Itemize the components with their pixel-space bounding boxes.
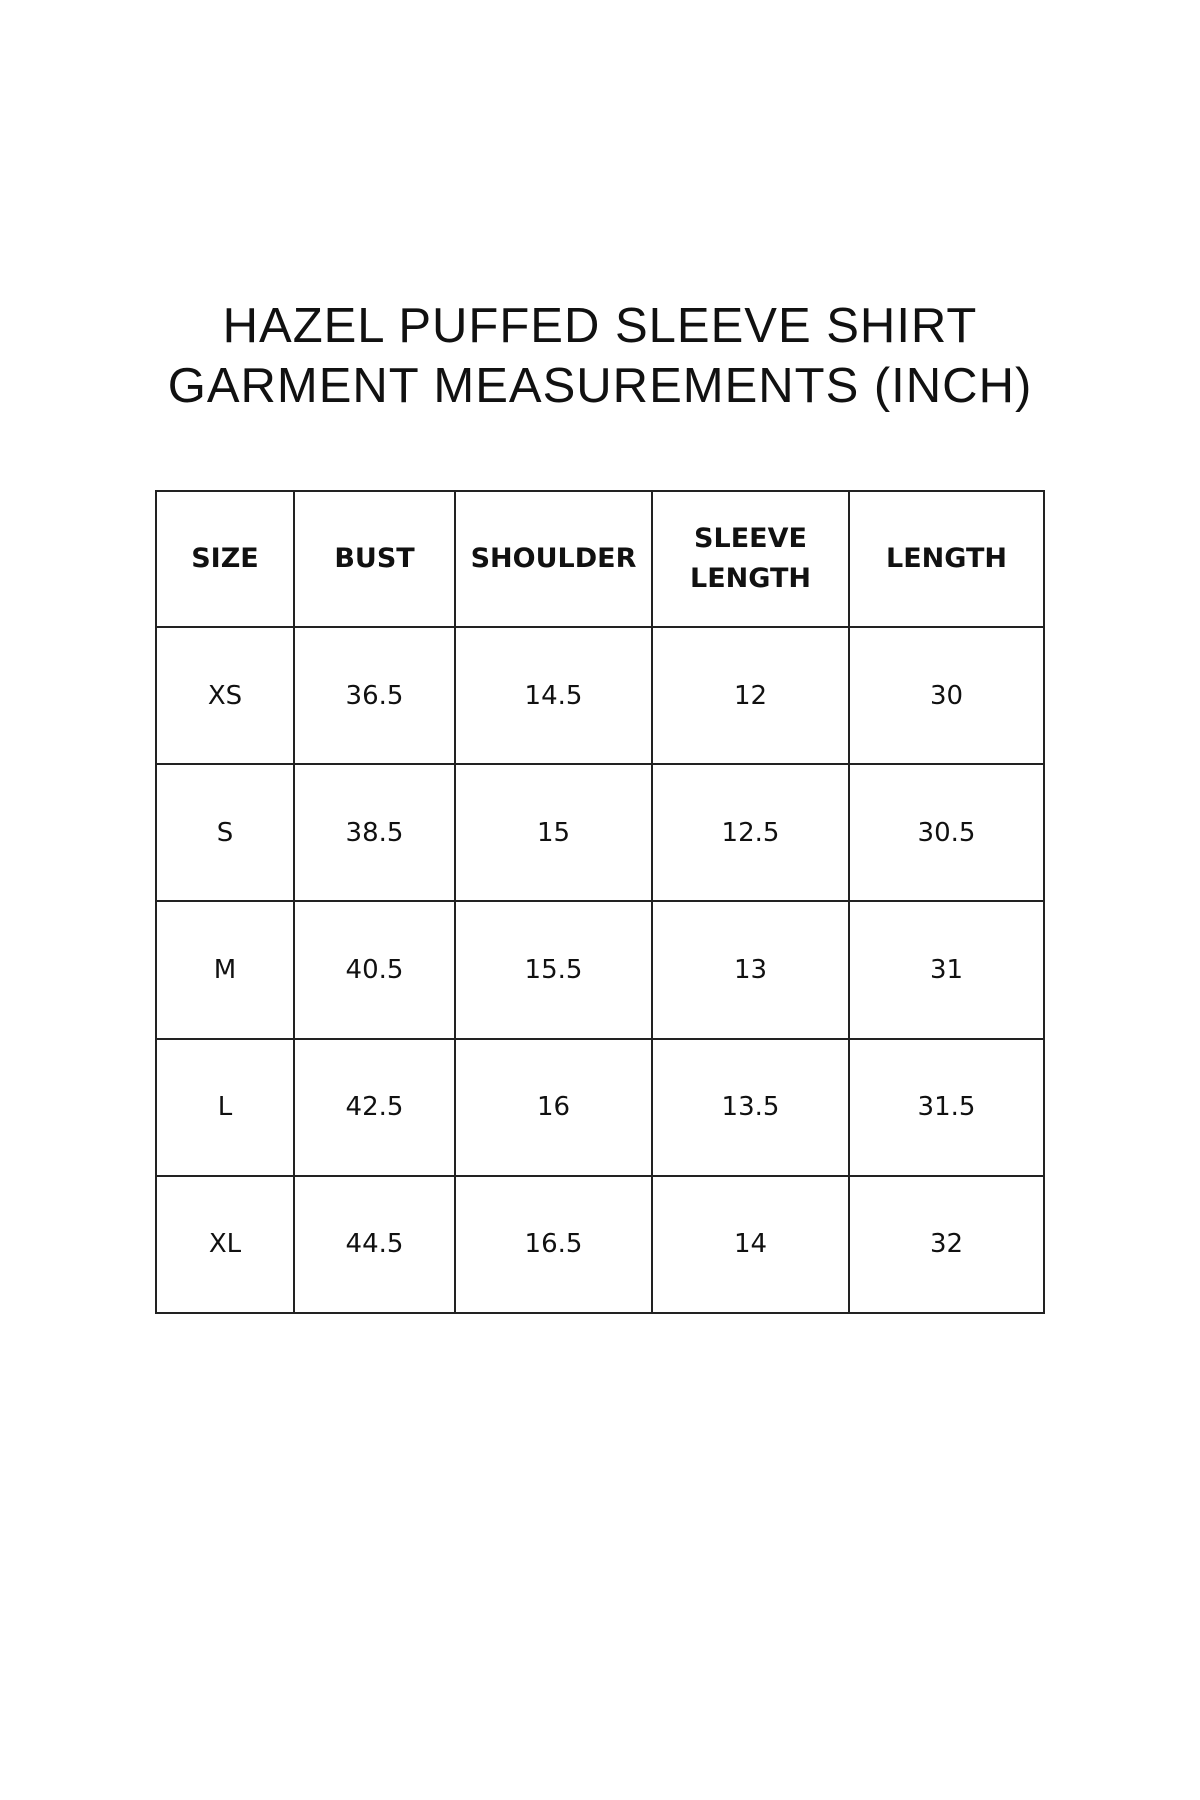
cell-bust: 40.5 xyxy=(294,901,455,1038)
cell-bust: 36.5 xyxy=(294,627,455,764)
cell-sleeve-length: 13.5 xyxy=(652,1039,849,1176)
header-shoulder: SHOULDER xyxy=(455,491,652,627)
cell-size: M xyxy=(156,901,294,1038)
cell-length: 30 xyxy=(849,627,1044,764)
size-chart-table xyxy=(155,490,1045,1314)
cell-bust: 42.5 xyxy=(294,1039,455,1176)
header-length: LENGTH xyxy=(849,491,1044,627)
cell-size: S xyxy=(156,764,294,901)
table-header-row xyxy=(156,491,1044,627)
page-title xyxy=(0,296,1200,416)
table-row xyxy=(156,901,1044,1038)
cell-length: 31.5 xyxy=(849,1039,1044,1176)
cell-sleeve-length: 12.5 xyxy=(652,764,849,901)
cell-sleeve-length: 14 xyxy=(652,1176,849,1313)
cell-bust: 38.5 xyxy=(294,764,455,901)
header-sleeve-line2: LENGTH xyxy=(690,563,811,594)
header-sleeve-line1: SLEEVE xyxy=(694,523,807,554)
table-row xyxy=(156,1039,1044,1176)
cell-shoulder: 15.5 xyxy=(455,901,652,1038)
cell-sleeve-length: 12 xyxy=(652,627,849,764)
cell-length: 32 xyxy=(849,1176,1044,1313)
cell-size: XS xyxy=(156,627,294,764)
cell-sleeve-length: 13 xyxy=(652,901,849,1038)
cell-shoulder: 16.5 xyxy=(455,1176,652,1313)
table-row xyxy=(156,1176,1044,1313)
cell-shoulder: 14.5 xyxy=(455,627,652,764)
header-size: SIZE xyxy=(156,491,294,627)
cell-size: XL xyxy=(156,1176,294,1313)
title-line-product: HAZEL PUFFED SLEEVE SHIRT xyxy=(222,299,978,353)
cell-bust: 44.5 xyxy=(294,1176,455,1313)
title-line-measurements: GARMENT MEASUREMENTS (INCH) xyxy=(167,359,1033,413)
cell-shoulder: 16 xyxy=(455,1039,652,1176)
cell-length: 31 xyxy=(849,901,1044,1038)
header-bust: BUST xyxy=(294,491,455,627)
table-row xyxy=(156,764,1044,901)
table-row xyxy=(156,627,1044,764)
cell-size: L xyxy=(156,1039,294,1176)
cell-shoulder: 15 xyxy=(455,764,652,901)
cell-length: 30.5 xyxy=(849,764,1044,901)
header-sleeve-length xyxy=(652,491,849,627)
